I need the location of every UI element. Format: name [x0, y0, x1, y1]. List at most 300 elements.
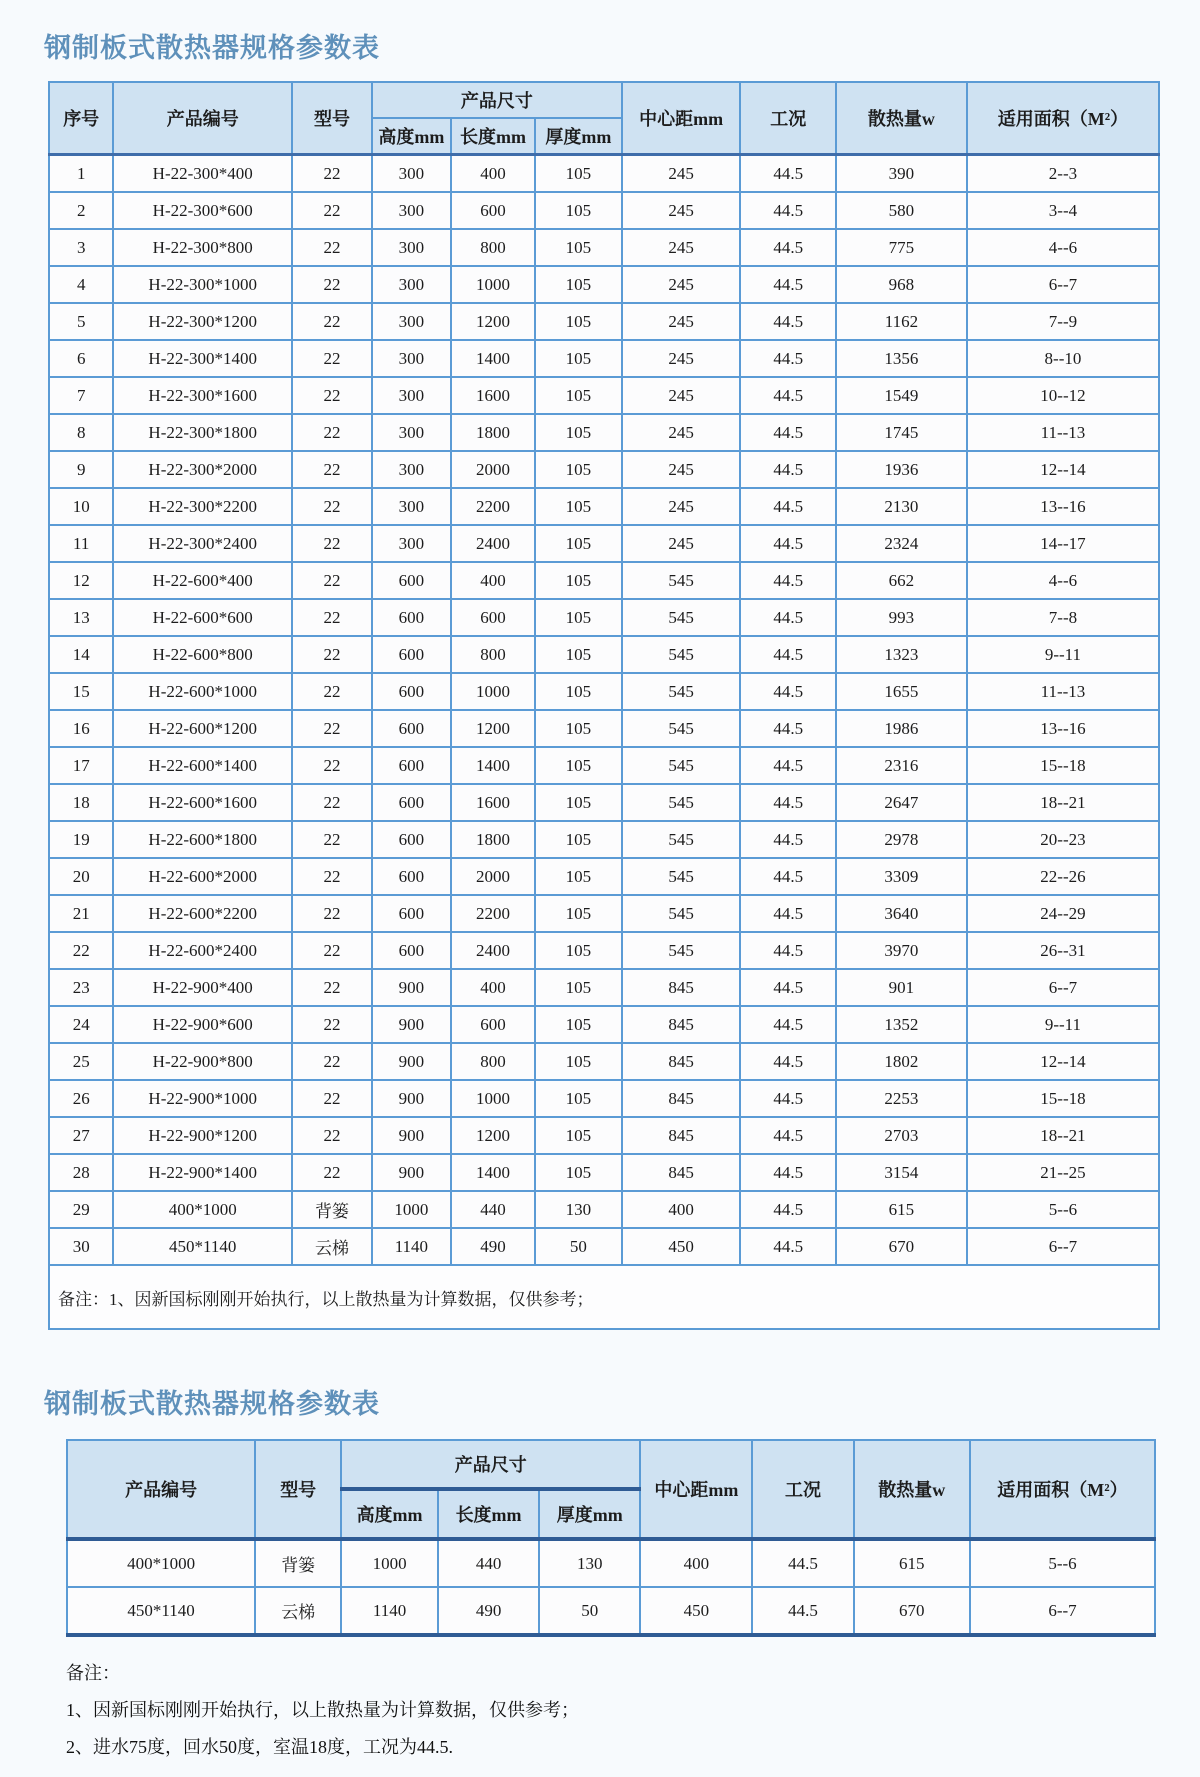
table-cell: 29	[49, 1191, 113, 1228]
table-cell: 775	[836, 229, 967, 266]
table-row	[49, 932, 1159, 969]
table-row	[49, 1080, 1159, 1117]
table-cell: 545	[622, 562, 741, 599]
table-row	[49, 1191, 1159, 1228]
table-cell: 105	[535, 747, 622, 784]
table-cell: 23	[49, 969, 113, 1006]
table-cell: 300	[372, 229, 451, 266]
table-cell: 22	[292, 895, 372, 932]
table-cell: H-22-600*1000	[113, 673, 292, 710]
table-cell: H-22-900*400	[113, 969, 292, 1006]
table-cell: H-22-900*1400	[113, 1154, 292, 1191]
table-cell: 22	[292, 229, 372, 266]
table-cell: 245	[622, 155, 741, 193]
table-cell: 2703	[836, 1117, 967, 1154]
table-cell: 545	[622, 821, 741, 858]
table-cell: H-22-900*800	[113, 1043, 292, 1080]
table-cell: 44.5	[740, 377, 835, 414]
table-cell: H-22-900*1000	[113, 1080, 292, 1117]
table-cell: H-22-600*800	[113, 636, 292, 673]
table-row	[49, 1228, 1159, 1265]
table-row	[49, 451, 1159, 488]
table-cell: 105	[535, 303, 622, 340]
table-cell: 7--8	[967, 599, 1159, 636]
table1-body	[49, 155, 1159, 1266]
table-cell: 105	[535, 1080, 622, 1117]
table-cell: 22	[292, 266, 372, 303]
radiator-spec-table-full	[48, 81, 1160, 1330]
table-cell: 245	[622, 451, 741, 488]
table-cell: 1936	[836, 451, 967, 488]
table-cell: 7--9	[967, 303, 1159, 340]
table-cell: H-22-600*1400	[113, 747, 292, 784]
table-cell: 1323	[836, 636, 967, 673]
table-cell: 245	[622, 525, 741, 562]
col-header-area: 适用面积（M²）	[970, 1440, 1155, 1539]
table-cell: 900	[372, 1154, 451, 1191]
table-row	[49, 784, 1159, 821]
table-cell: 600	[372, 599, 451, 636]
table-cell: 22	[292, 488, 372, 525]
table-cell: 545	[622, 673, 741, 710]
table-cell: 490	[451, 1228, 535, 1265]
table-cell: 21--25	[967, 1154, 1159, 1191]
col-header-size-group: 产品尺寸	[341, 1440, 640, 1489]
table-cell: 300	[372, 377, 451, 414]
header-row-group	[49, 82, 1159, 118]
table-cell: H-22-300*600	[113, 192, 292, 229]
col-header-area: 适用面积（M²）	[967, 82, 1159, 155]
table-cell: 44.5	[740, 821, 835, 858]
col-header-thickness: 厚度mm	[535, 118, 622, 155]
table-cell: 300	[372, 303, 451, 340]
col-header-product-code: 产品编号	[67, 1440, 255, 1539]
table-cell: 600	[372, 673, 451, 710]
table-cell: 22	[292, 673, 372, 710]
table-cell: 5--6	[967, 1191, 1159, 1228]
table-cell: 17	[49, 747, 113, 784]
table-cell: 44.5	[740, 1154, 835, 1191]
table-cell: 3	[49, 229, 113, 266]
table-cell: 44.5	[740, 673, 835, 710]
table-cell: 1200	[451, 303, 535, 340]
table-cell: 16	[49, 710, 113, 747]
table-cell: 662	[836, 562, 967, 599]
col-header-center-distance: 中心距mm	[640, 1440, 752, 1539]
page-title-2: 钢制板式散热器规格参数表	[44, 1389, 380, 1419]
table-cell: 6	[49, 340, 113, 377]
table-cell: 105	[535, 229, 622, 266]
table-cell: 105	[535, 266, 622, 303]
table-cell: 105	[535, 1154, 622, 1191]
radiator-spec-table-summary	[66, 1439, 1156, 1637]
table-cell: 44.5	[740, 1080, 835, 1117]
note-row	[49, 1265, 1159, 1329]
table-cell: 27	[49, 1117, 113, 1154]
table-cell: 22	[292, 858, 372, 895]
table-cell: 22	[292, 414, 372, 451]
table-cell: 44.5	[740, 451, 835, 488]
table-cell: 1800	[451, 414, 535, 451]
col-header-thickness: 厚度mm	[539, 1489, 640, 1539]
table-cell: 22--26	[967, 858, 1159, 895]
table-cell: H-22-300*800	[113, 229, 292, 266]
table-cell: 545	[622, 710, 741, 747]
table-cell: 9	[49, 451, 113, 488]
table-row	[49, 303, 1159, 340]
table-cell: 300	[372, 525, 451, 562]
table-cell: 1200	[451, 1117, 535, 1154]
table-row	[49, 1117, 1159, 1154]
table-cell: 400	[622, 1191, 741, 1228]
table-cell: 600	[372, 784, 451, 821]
table-cell: 3970	[836, 932, 967, 969]
table-row	[49, 673, 1159, 710]
table-cell: 245	[622, 266, 741, 303]
table-cell: 22	[49, 932, 113, 969]
table-cell: 30	[49, 1228, 113, 1265]
header-row-group	[67, 1440, 1155, 1489]
table-cell: 1802	[836, 1043, 967, 1080]
col-header-heat-output: 散热量w	[836, 82, 967, 155]
table-cell: 670	[854, 1587, 970, 1635]
table-cell: 背篓	[255, 1539, 341, 1587]
table-row	[67, 1539, 1155, 1587]
table-cell: 545	[622, 747, 741, 784]
table-cell: 400*1000	[67, 1539, 255, 1587]
table-cell: 44.5	[740, 858, 835, 895]
table-cell: 130	[535, 1191, 622, 1228]
table-cell: 44.5	[740, 1043, 835, 1080]
table-cell: 4	[49, 266, 113, 303]
table-cell: 12--14	[967, 451, 1159, 488]
table-cell: 2316	[836, 747, 967, 784]
table-cell: 2000	[451, 451, 535, 488]
table-cell: 13--16	[967, 710, 1159, 747]
table-cell: 15--18	[967, 747, 1159, 784]
table-cell: 300	[372, 155, 451, 193]
table-cell: 400*1000	[113, 1191, 292, 1228]
table-cell: 545	[622, 784, 741, 821]
table-cell: 6--7	[967, 266, 1159, 303]
table-cell: 545	[622, 895, 741, 932]
table-cell: 3640	[836, 895, 967, 932]
table-cell: 245	[622, 340, 741, 377]
table-cell: 105	[535, 155, 622, 193]
footnotes	[66, 1663, 1200, 1757]
table-cell: 900	[372, 1006, 451, 1043]
table-cell: H-22-300*1000	[113, 266, 292, 303]
table-cell: 20	[49, 858, 113, 895]
table-cell: 400	[451, 155, 535, 193]
table-cell: 50	[535, 1228, 622, 1265]
table-row	[49, 155, 1159, 193]
table-cell: 21	[49, 895, 113, 932]
table-cell: 1986	[836, 710, 967, 747]
table-cell: 1000	[451, 673, 535, 710]
table-cell: H-22-600*1600	[113, 784, 292, 821]
table-row	[49, 488, 1159, 525]
table-cell: 245	[622, 192, 741, 229]
table-cell: 22	[292, 1006, 372, 1043]
table1-note: 备注：1、因新国标刚刚开始执行，以上散热量为计算数据，仅供参考；	[49, 1265, 1159, 1329]
table-cell: 2647	[836, 784, 967, 821]
table-cell: 105	[535, 1043, 622, 1080]
table-cell: 5--6	[970, 1539, 1155, 1587]
table-cell: 22	[292, 969, 372, 1006]
table-cell: 22	[292, 303, 372, 340]
table-cell: H-22-600*2400	[113, 932, 292, 969]
table-cell: 6--7	[967, 1228, 1159, 1265]
table-cell: 22	[292, 340, 372, 377]
table-cell: 2200	[451, 895, 535, 932]
footnote-2: 2、进水75度，回水50度，室温18度，工况为44.5.	[66, 1737, 453, 1757]
table-cell: 44.5	[740, 636, 835, 673]
table-cell: 900	[372, 969, 451, 1006]
table-cell: 22	[292, 599, 372, 636]
table-cell: 18--21	[967, 1117, 1159, 1154]
table-cell: 44.5	[740, 229, 835, 266]
table-cell: 44.5	[740, 895, 835, 932]
table-cell: 105	[535, 710, 622, 747]
table-cell: 1000	[341, 1539, 438, 1587]
table-cell: 19	[49, 821, 113, 858]
table-cell: 44.5	[740, 525, 835, 562]
table-cell: 1352	[836, 1006, 967, 1043]
table-cell: 105	[535, 784, 622, 821]
table-cell: 44.5	[740, 1228, 835, 1265]
table-cell: 22	[292, 562, 372, 599]
table-cell: 5	[49, 303, 113, 340]
table-row	[49, 969, 1159, 1006]
table-cell: 2--3	[967, 155, 1159, 193]
table-cell: 105	[535, 340, 622, 377]
table-cell: 1140	[341, 1587, 438, 1635]
table-cell: 26--31	[967, 932, 1159, 969]
table-cell: 44.5	[752, 1539, 853, 1587]
table-cell: 490	[438, 1587, 539, 1635]
table1-header	[49, 82, 1159, 155]
table-cell: 22	[292, 1117, 372, 1154]
col-header-model: 型号	[255, 1440, 341, 1539]
table-cell: 600	[372, 710, 451, 747]
table-cell: 11	[49, 525, 113, 562]
table-cell: 600	[451, 1006, 535, 1043]
table-cell: 44.5	[740, 414, 835, 451]
table-cell: 130	[539, 1539, 640, 1587]
table-row	[49, 895, 1159, 932]
table-cell: 2200	[451, 488, 535, 525]
table-cell: 600	[372, 932, 451, 969]
table-cell: H-22-600*2000	[113, 858, 292, 895]
table-cell: 900	[372, 1043, 451, 1080]
table-cell: H-22-600*1800	[113, 821, 292, 858]
table-cell: 1000	[451, 1080, 535, 1117]
col-header-length: 长度mm	[451, 118, 535, 155]
table-cell: 44.5	[740, 932, 835, 969]
table-cell: 2000	[451, 858, 535, 895]
col-header-index: 序号	[49, 82, 113, 155]
table-cell: 22	[292, 1080, 372, 1117]
table-cell: 300	[372, 340, 451, 377]
table-cell: 44.5	[740, 1006, 835, 1043]
table-cell: 44.5	[740, 969, 835, 1006]
table-cell: 1140	[372, 1228, 451, 1265]
table-cell: 300	[372, 488, 451, 525]
table-cell: 845	[622, 1080, 741, 1117]
table-cell: 1	[49, 155, 113, 193]
table-cell: 105	[535, 377, 622, 414]
table-cell: 14--17	[967, 525, 1159, 562]
table-cell: 1549	[836, 377, 967, 414]
col-header-product-code: 产品编号	[113, 82, 292, 155]
table-cell: 22	[292, 747, 372, 784]
table-cell: H-22-600*1200	[113, 710, 292, 747]
table-cell: 1162	[836, 303, 967, 340]
table-cell: 105	[535, 636, 622, 673]
table-cell: 15	[49, 673, 113, 710]
footnote-label: 备注：	[66, 1663, 120, 1683]
table-row	[49, 340, 1159, 377]
table-cell: 云梯	[292, 1228, 372, 1265]
table-row	[49, 821, 1159, 858]
table-cell: 300	[372, 266, 451, 303]
table-row	[49, 747, 1159, 784]
table-cell: 3--4	[967, 192, 1159, 229]
table2-body	[67, 1539, 1155, 1635]
table-cell: 44.5	[740, 599, 835, 636]
table-cell: 105	[535, 451, 622, 488]
table-cell: 背篓	[292, 1191, 372, 1228]
table-cell: 2400	[451, 932, 535, 969]
table-cell: 105	[535, 673, 622, 710]
table-cell: 25	[49, 1043, 113, 1080]
table-cell: 11--13	[967, 673, 1159, 710]
table-cell: 24--29	[967, 895, 1159, 932]
table-cell: 1400	[451, 340, 535, 377]
table-cell: 14	[49, 636, 113, 673]
table-cell: 600	[372, 895, 451, 932]
table-cell: 670	[836, 1228, 967, 1265]
table-cell: 44.5	[740, 192, 835, 229]
table-cell: 28	[49, 1154, 113, 1191]
col-header-height: 高度mm	[341, 1489, 438, 1539]
table-cell: 400	[640, 1539, 752, 1587]
table-cell: 615	[836, 1191, 967, 1228]
table-cell: 44.5	[740, 303, 835, 340]
table-row	[49, 192, 1159, 229]
table-cell: 3154	[836, 1154, 967, 1191]
table-cell: H-22-600*400	[113, 562, 292, 599]
table-cell: 845	[622, 1006, 741, 1043]
table-cell: 44.5	[740, 488, 835, 525]
footnote-1: 1、因新国标刚刚开始执行，以上散热量为计算数据，仅供参考；	[66, 1700, 579, 1720]
table-cell: 9--11	[967, 636, 1159, 673]
table-cell: 1356	[836, 340, 967, 377]
table-cell: 22	[292, 1043, 372, 1080]
col-header-size-group: 产品尺寸	[372, 82, 622, 118]
table-cell: 105	[535, 821, 622, 858]
table-cell: 15--18	[967, 1080, 1159, 1117]
table-cell: 1000	[372, 1191, 451, 1228]
table-cell: 1745	[836, 414, 967, 451]
table-cell: 105	[535, 192, 622, 229]
table-cell: 1600	[451, 784, 535, 821]
table-cell: 1655	[836, 673, 967, 710]
col-header-heat-output: 散热量w	[854, 1440, 970, 1539]
table-cell: 2978	[836, 821, 967, 858]
table-cell: 440	[438, 1539, 539, 1587]
table-cell: 13--16	[967, 488, 1159, 525]
table-row	[49, 525, 1159, 562]
table-cell: 545	[622, 858, 741, 895]
col-header-height: 高度mm	[372, 118, 451, 155]
table-cell: 400	[451, 562, 535, 599]
table-cell: 4--6	[967, 562, 1159, 599]
table-cell: 545	[622, 599, 741, 636]
table-cell: 44.5	[740, 155, 835, 193]
table-cell: 22	[292, 932, 372, 969]
table-cell: 2	[49, 192, 113, 229]
table-cell: 9--11	[967, 1006, 1159, 1043]
table-cell: 22	[292, 784, 372, 821]
table-cell: 22	[292, 155, 372, 193]
table-cell: 2253	[836, 1080, 967, 1117]
table-cell: 600	[372, 562, 451, 599]
table-cell: 20--23	[967, 821, 1159, 858]
table-cell: 1200	[451, 710, 535, 747]
table-cell: 545	[622, 636, 741, 673]
table-cell: 105	[535, 562, 622, 599]
table-cell: 7	[49, 377, 113, 414]
table-cell: 1600	[451, 377, 535, 414]
table-cell: 22	[292, 525, 372, 562]
table-cell: 105	[535, 414, 622, 451]
table-cell: 22	[292, 821, 372, 858]
table-row	[49, 636, 1159, 673]
table-cell: 105	[535, 932, 622, 969]
table-cell: 800	[451, 636, 535, 673]
table-cell: 600	[372, 636, 451, 673]
table-cell: 450	[640, 1587, 752, 1635]
table-row	[49, 266, 1159, 303]
table-cell: H-22-300*2400	[113, 525, 292, 562]
table-cell: 13	[49, 599, 113, 636]
table-cell: 105	[535, 1006, 622, 1043]
table-cell: 22	[292, 451, 372, 488]
table-cell: 845	[622, 1117, 741, 1154]
table-cell: 300	[372, 451, 451, 488]
table-cell: 600	[451, 192, 535, 229]
table-cell: 10	[49, 488, 113, 525]
col-header-length: 长度mm	[438, 1489, 539, 1539]
table-cell: 1000	[451, 266, 535, 303]
table-cell: 900	[372, 1080, 451, 1117]
table-cell: 8	[49, 414, 113, 451]
table-cell: 12--14	[967, 1043, 1159, 1080]
table-cell: 2400	[451, 525, 535, 562]
table-cell: 22	[292, 377, 372, 414]
table-cell: 44.5	[740, 784, 835, 821]
table-cell: 245	[622, 414, 741, 451]
table-cell: 44.5	[740, 1191, 835, 1228]
table-cell: 云梯	[255, 1587, 341, 1635]
table-cell: H-22-300*400	[113, 155, 292, 193]
table-cell: 6--7	[970, 1587, 1155, 1635]
table-cell: 105	[535, 599, 622, 636]
table-cell: 44.5	[740, 266, 835, 303]
table-cell: 600	[372, 747, 451, 784]
